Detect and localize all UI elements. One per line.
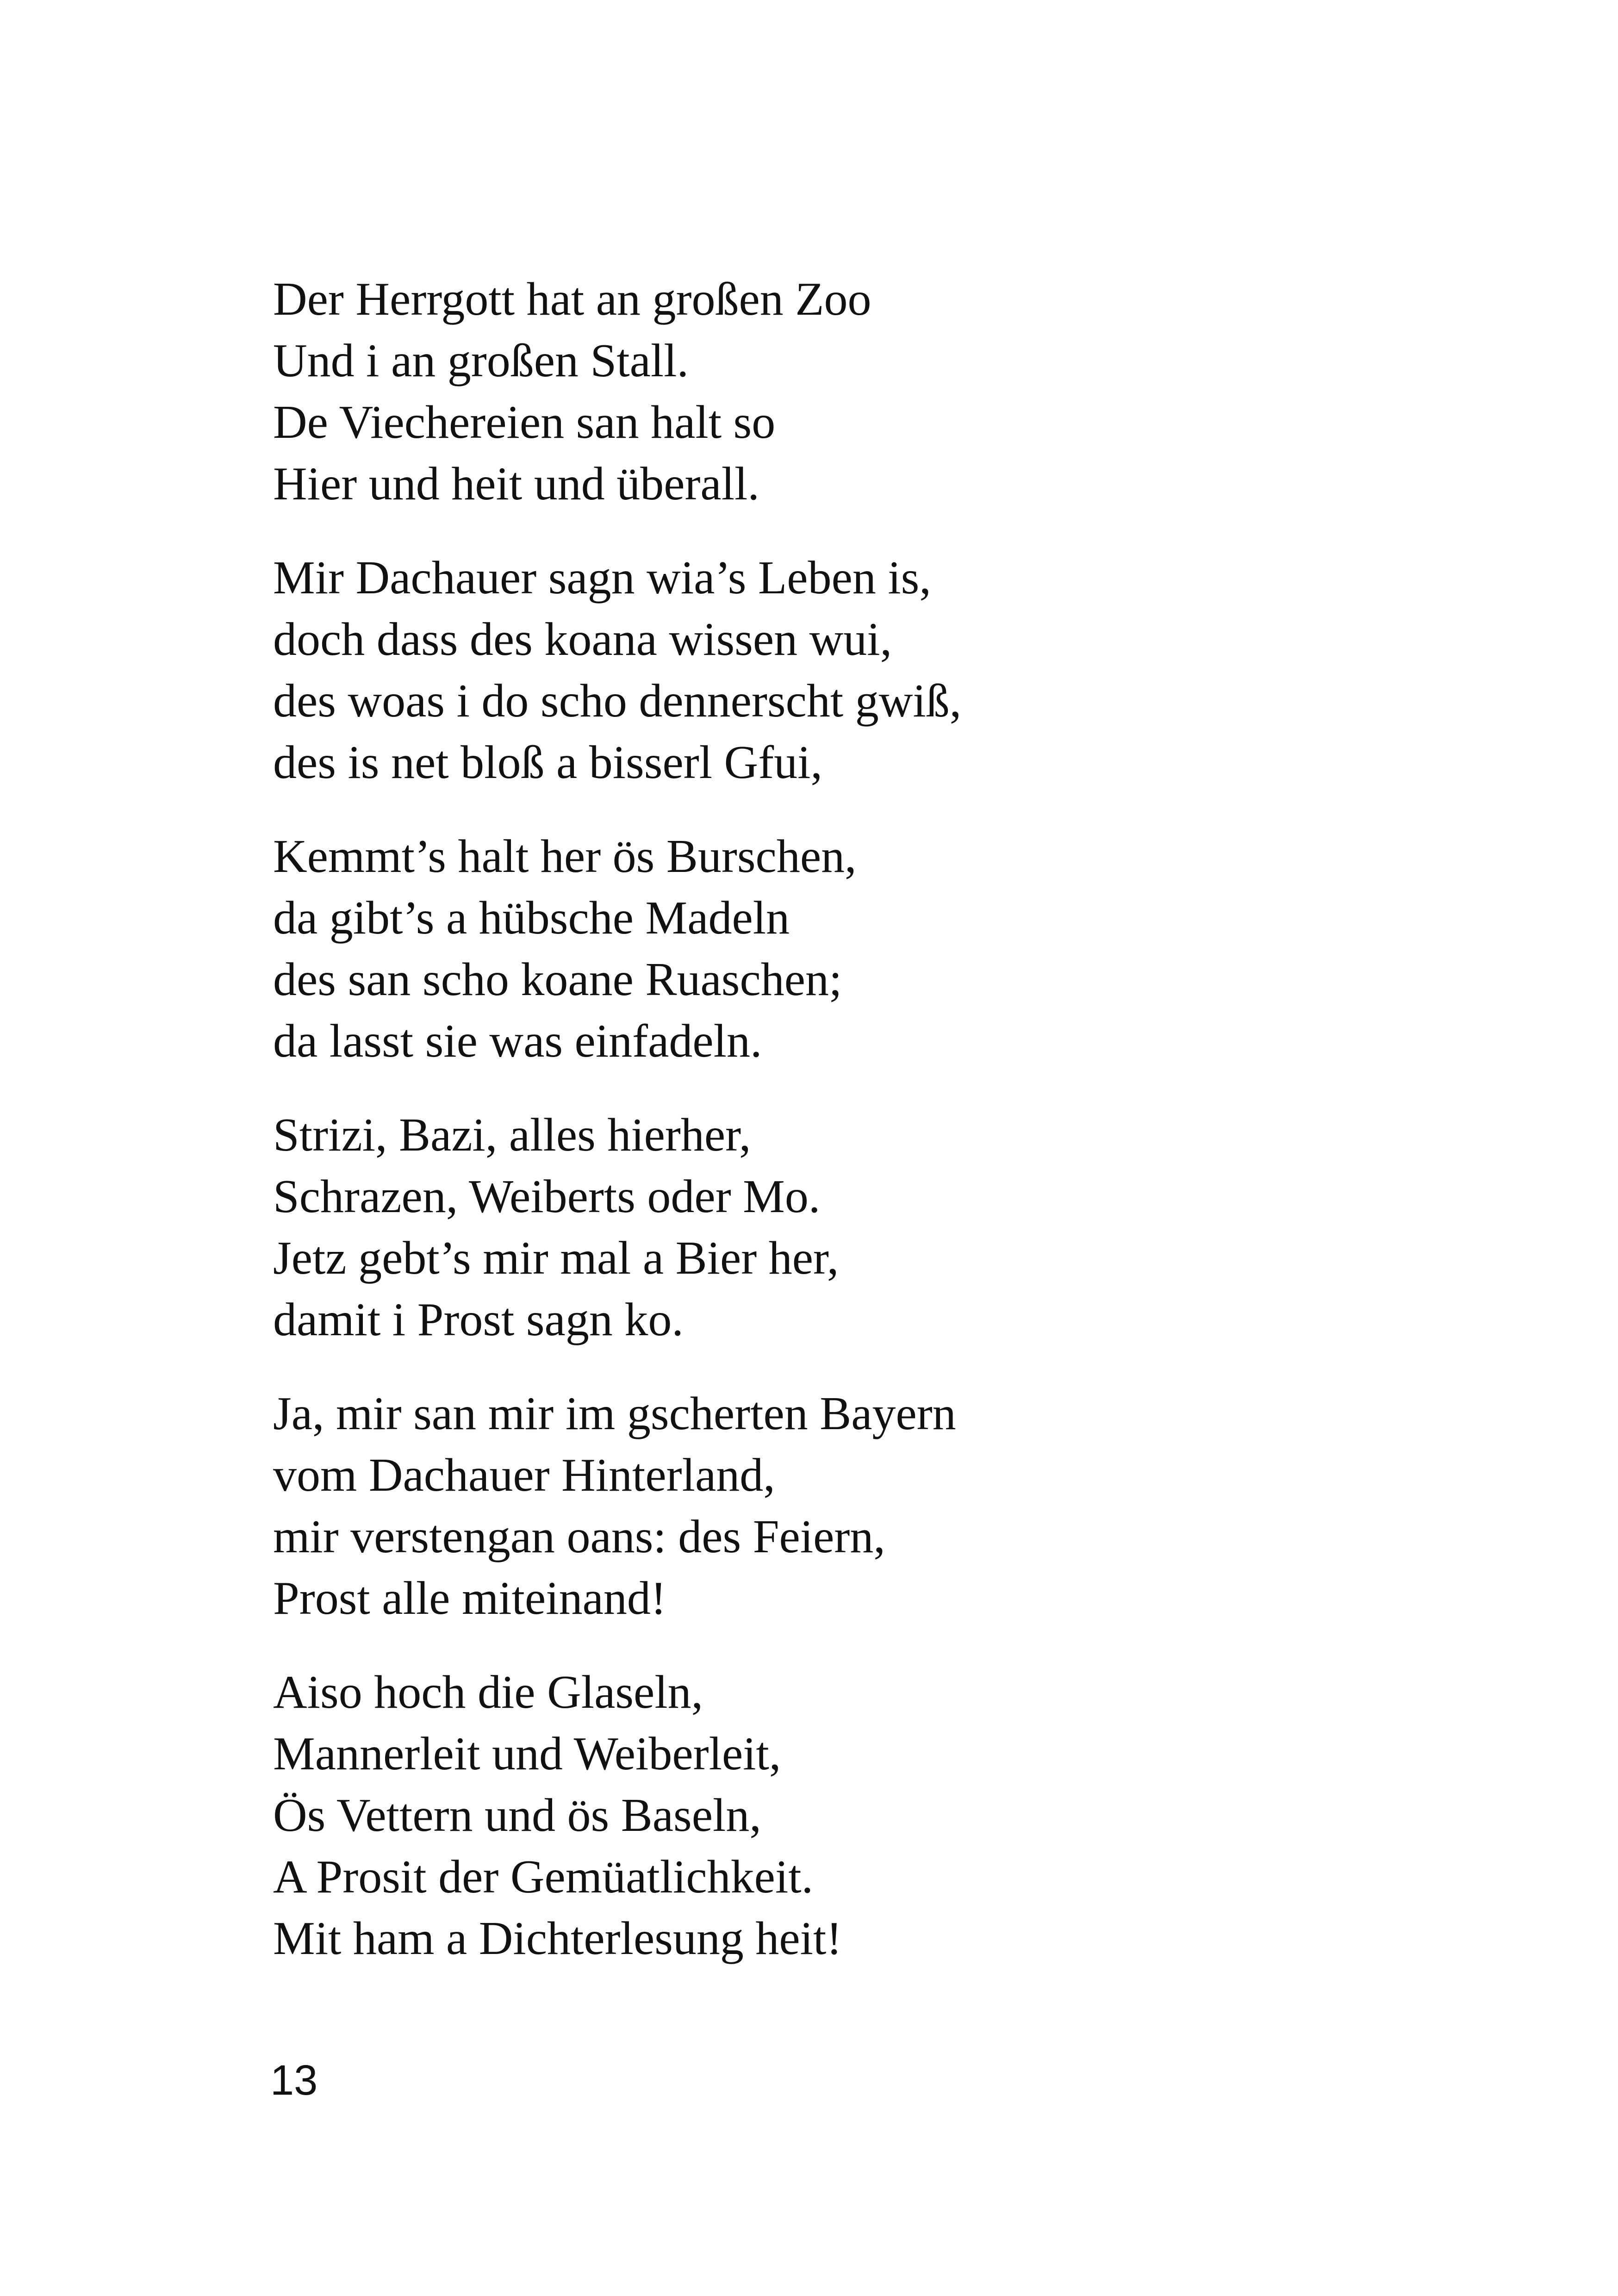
stanza-2 [273, 547, 1384, 793]
poem-line: Prost alle miteinand! [273, 1572, 666, 1624]
stanza-4 [273, 1104, 1384, 1350]
poem-line: Ja, mir san mir im gscherten Bayern [273, 1388, 956, 1440]
poem-line: Ös Vettern und ös Baseln, [273, 1789, 761, 1842]
poem-line: Kemmt’s halt her ös Burschen, [273, 830, 857, 883]
stanza-3 [273, 826, 1384, 1072]
poem-line: Mit ham a Dichterlesung heit! [273, 1912, 842, 1965]
poem-line: des woas i do scho dennerscht gwiß, [273, 675, 962, 727]
poem-line: doch dass des koana wissen wui, [273, 613, 892, 666]
poem-line: damit i Prost sagn ko. [273, 1294, 684, 1346]
poem-line: da gibt’s a hübsche Madeln [273, 892, 790, 944]
poem-line: da lasst sie was einfadeln. [273, 1015, 762, 1067]
poem-line: des san scho koane Ruaschen; [273, 953, 842, 1006]
poem-line: des is net bloß a bisserl Gfui, [273, 736, 822, 789]
poem-line: A Prosit der Gemüatlichkeit. [273, 1851, 814, 1903]
poem-line: Mannerleit und Weiberleit, [273, 1728, 781, 1780]
poem-line: vom Dachauer Hinterland, [273, 1449, 775, 1501]
poem-line: Aiso hoch die Glaseln, [273, 1666, 703, 1718]
poem-line: De Viechereien san halt so [273, 396, 776, 448]
poem-line: Hier und heit und überall. [273, 458, 759, 510]
poem-line: mir verstengan oans: des Feiern, [273, 1511, 885, 1563]
stanza-6 [273, 1661, 1384, 1969]
poem-line: Mir Dachauer sagn wia’s Leben is, [273, 552, 931, 604]
stanza-5 [273, 1383, 1384, 1629]
poem-text [273, 268, 1384, 2002]
poem-line: Und i an großen Stall. [273, 335, 689, 387]
stanza-1 [273, 268, 1384, 515]
poem-line: Schrazen, Weiberts oder Mo. [273, 1170, 821, 1223]
poem-line: Der Herrgott hat an großen Zoo [273, 273, 871, 325]
poem-line: Strizi, Bazi, alles hierher, [273, 1109, 751, 1161]
page-number: 13 [270, 2057, 318, 2104]
poem-line: Jetz gebt’s mir mal a Bier her, [273, 1232, 839, 1284]
